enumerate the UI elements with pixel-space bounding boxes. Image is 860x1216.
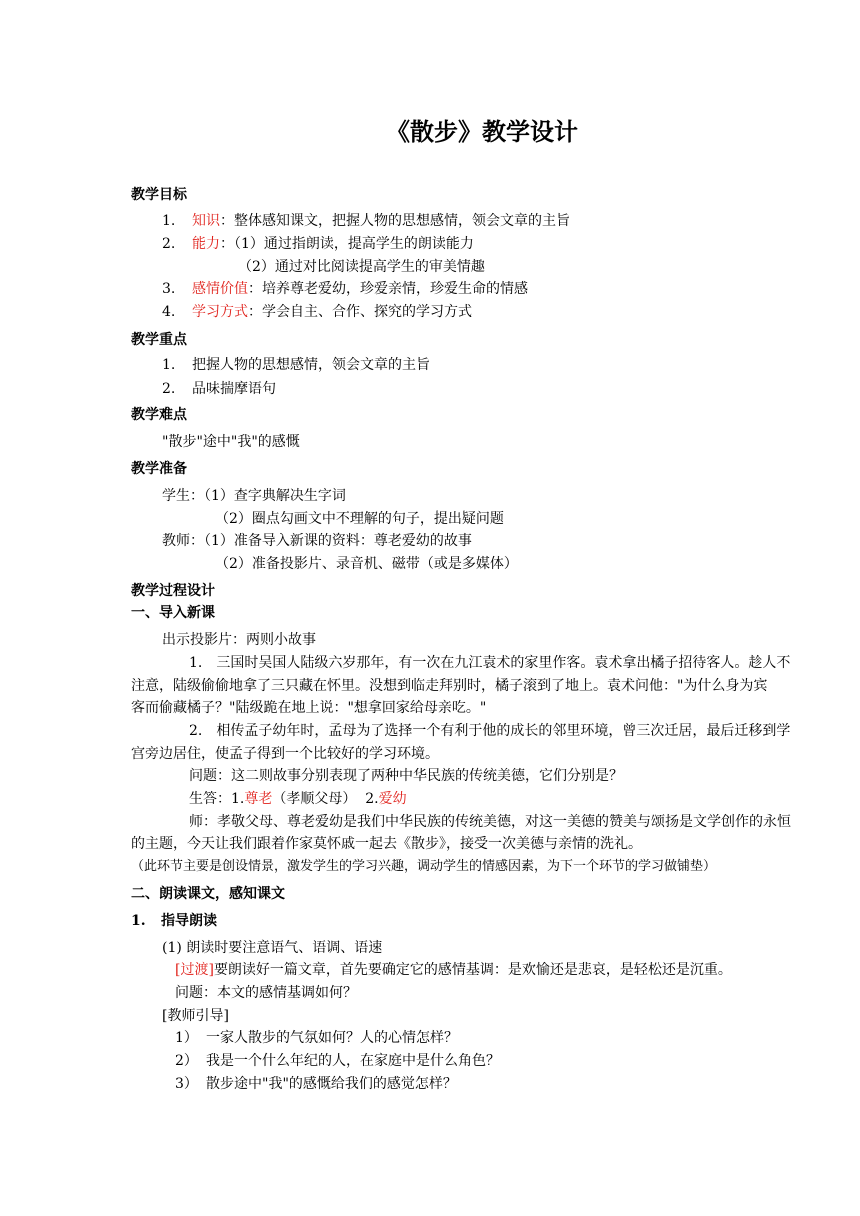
question-line: 问题：这二则故事分别表现了两种中华民族的传统美德，它们分别是？ — [189, 768, 623, 784]
question-line: 问题：本文的感情基调如何？ — [175, 985, 357, 1001]
objective-item: 3. 感情价值：培养尊老爱幼，珍爱亲情，珍爱生命的情感 — [162, 281, 528, 297]
key-point-item: 1. 把握人物的思想感情，领会文章的主旨 — [162, 357, 430, 373]
preparation-line: （2）准备投影片、录音机、磁带（或是多媒体） — [215, 556, 518, 572]
key-point-item: 2. 品味揣摩语句 — [162, 381, 276, 397]
teacher-line: 的主题，今天让我们跟着作家莫怀戚一起去《散步》，接受一次美德与亲情的洗礼。 — [131, 836, 642, 852]
story-line: 宫旁边居住，使孟子得到一个比较好的学习环境。 — [131, 746, 439, 762]
guide-item: 3） 散步途中"我"的感慨给我们的感觉怎样？ — [175, 1076, 457, 1092]
teacher-line: 师：孝敬父母、尊老爱幼是我们中华民族的传统美德，对这一美德的赞美与颂扬是文学创作的永恒 — [189, 814, 791, 830]
objective-item: 4. 学习方式：学会自主、合作、探究的学习方式 — [162, 304, 472, 320]
section-note: （此环节主要是创设情景，激发学生的学习兴趣，调动学生的情感因素，为下一个环节的学习做铺垫） — [131, 859, 717, 874]
preparation-line: 学生：（1）查字典解决生字词 — [162, 488, 346, 504]
preparation-line: 教师：（1）准备导入新课的资料：尊老爱幼的故事 — [162, 533, 472, 549]
subsection-heading: 1. 指导朗读 — [131, 913, 217, 929]
story-line: 客而偷藏橘子？"陆级跪在地上说："想拿回家给母亲吃。" — [131, 700, 487, 716]
story-line: 注意，陆级偷偷地拿了三只藏在怀里。没想到临走拜别时，橘子滚到了地上。袁术问他："为什么身为宾 — [131, 678, 768, 694]
preparation-heading: 教学准备 — [131, 461, 187, 477]
preparation-line: （2）圈点勾画文中不理解的句子，提出疑问题 — [215, 511, 504, 527]
story-line: 2. 相传孟子幼年时，孟母为了选择一个有利于他的成长的邻里环境，曾三次迁居，最后迁移到学 — [189, 723, 791, 739]
objective-item: 2. 能力：（1）通过指朗读，提高学生的朗读能力 — [162, 236, 474, 252]
objective-item: 1. 知识：整体感知课文，把握人物的思想感情，领会文章的主旨 — [162, 213, 570, 229]
guide-item: 1） 一家人散步的气氛如何？人的心情怎样？ — [175, 1030, 458, 1046]
difficulty-text: "散步"途中"我"的感慨 — [162, 434, 300, 450]
objectives-heading: 教学目标 — [131, 187, 187, 203]
transition-line: [过渡]要朗读好一篇文章，首先要确定它的感情基调：是欢愉还是悲哀，是轻松还是沉重。 — [175, 962, 732, 978]
section-heading: 一、导入新课 — [131, 605, 215, 621]
section-heading: 二、朗读课文，感知课文 — [131, 886, 285, 902]
intro-line: 出示投影片：两则小故事 — [162, 632, 316, 648]
process-heading: 教学过程设计 — [131, 583, 215, 599]
guide-item: 2） 我是一个什么年纪的人，在家庭中是什么角色？ — [175, 1053, 500, 1069]
key-points-heading: 教学重点 — [131, 332, 187, 348]
difficulties-heading: 教学难点 — [131, 407, 187, 423]
guide-label: [教师引导] — [162, 1008, 229, 1024]
objective-item: （2）通过对比阅读提高学生的审美情趣 — [238, 259, 485, 275]
page-title: 《散步》教学设计 — [386, 117, 578, 146]
reading-item: (1) 朗读时要注意语气、语调、语速 — [162, 940, 383, 956]
story-line: 1. 三国时吴国人陆级六岁那年，有一次在九江袁术的家里作客。袁术拿出橘子招待客人。趁人不 — [189, 655, 791, 671]
answer-line: 生答：1.尊老（孝顺父母） 2.爱幼 — [189, 791, 407, 807]
